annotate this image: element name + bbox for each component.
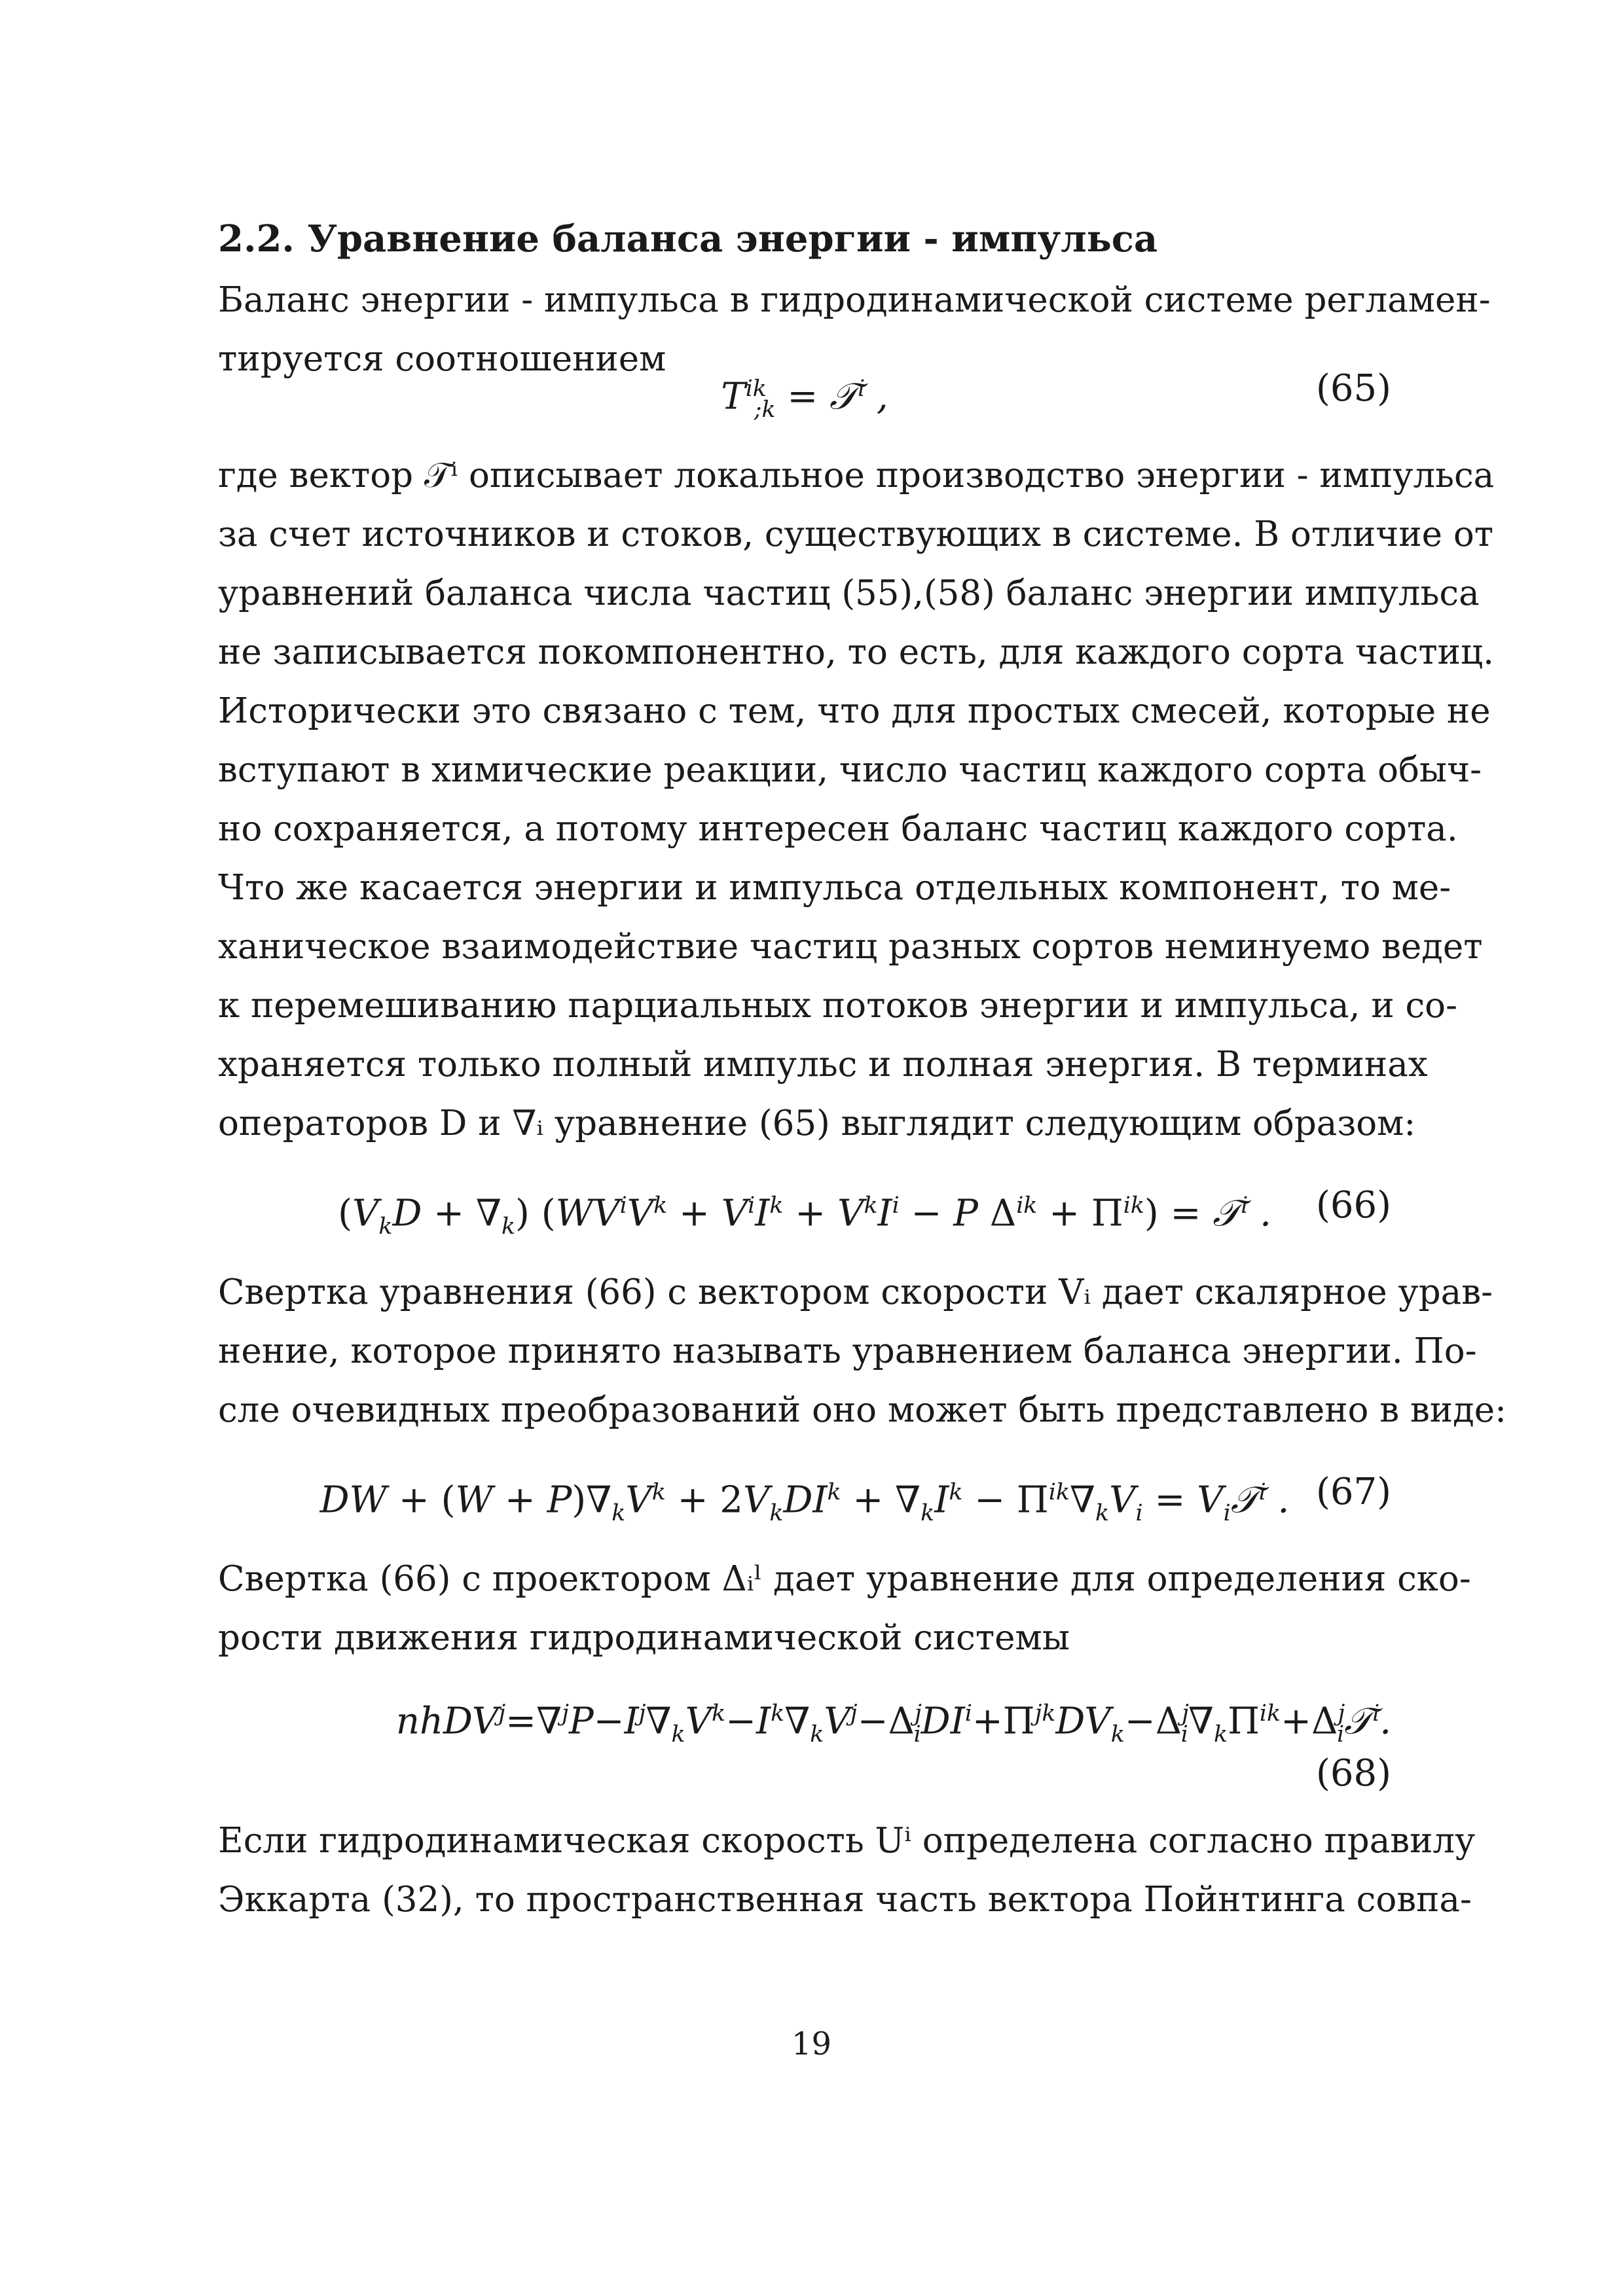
- text-line: вступают в химические реакции, число частиц каждого сорта обыч-: [218, 750, 1482, 790]
- equation-67: [218, 1466, 1391, 1526]
- equation-67-body: DW + $(W + P)\nabla_kV^k + 2V_kDI^k + \nabla_kI^k - \Pi^{ik}\nabla_kV_i$ = $V_i𝒯^i$ .: [319, 1479, 1290, 1526]
- text-line: ханическое взаимодействие частиц разных сортов неминуемо ведет: [218, 927, 1483, 967]
- equation-68-number: (68): [1316, 1752, 1391, 1795]
- text-line: храняется только полный импульс и полная энергия. В терминах: [218, 1045, 1428, 1085]
- text-line: Свертка уравнения (66) с вектором скорости Vᵢ дает скалярное урав-: [218, 1272, 1493, 1312]
- page-number: 19: [791, 2026, 832, 2062]
- equation-65-number: (65): [1316, 367, 1391, 410]
- equation-66-number: (66): [1316, 1184, 1391, 1227]
- page-body: [218, 216, 1506, 1929]
- paragraph-5: [218, 1812, 1476, 1929]
- text-line: Исторически это связано с тем, что для простых смесей, которые не: [218, 691, 1491, 731]
- text-line: рости движения гидродинамической системы: [218, 1618, 1070, 1658]
- text-line: Свертка (66) с проектором Δᵢˡ дает уравнение для определения ско-: [218, 1559, 1471, 1599]
- equation-66: [218, 1179, 1391, 1240]
- text-line: Если гидродинамическая скорость Uⁱ определена согласно правилу: [218, 1821, 1476, 1861]
- section-heading: [218, 216, 1391, 262]
- text-line: уравнений баланса числа частиц (55),(58) баланс энергии импульса: [218, 573, 1480, 613]
- equation-67-number: (67): [1316, 1471, 1391, 1513]
- text-line: не записывается покомпонентно, то есть, для каждого сорта частиц.: [218, 632, 1494, 672]
- equation-68-body: $nhDV^j=\nabla^jP-I^j\nabla_kV^k-I^k\nabla_kV^j-\Delta^j_iDI^i+\Pi^{jk}DV_k-\Delta^j_i\nabla_k\Pi^{ik}+\Delta^j_i𝒯^i$.: [395, 1700, 1391, 1748]
- section-title: Уравнение баланса энергии - импульса: [307, 217, 1158, 260]
- text-line: где вектор 𝒯ⁱ описывает локальное производство энергии - импульса: [218, 456, 1495, 495]
- section-number: 2.2.: [218, 217, 295, 260]
- text-line: за счет источников и стоков, существующих в системе. В отличие от: [218, 514, 1494, 554]
- text-line: тируется соотношением: [218, 339, 666, 379]
- paragraph-3: [218, 1263, 1506, 1440]
- paragraph-4: [218, 1550, 1471, 1668]
- equation-65-body: $T^{ik}_{;k}$ = 𝒯$^i$ ,: [721, 375, 888, 423]
- text-line: Эккарта (32), то пространственная часть вектора Пойнтинга совпа-: [218, 1880, 1472, 1920]
- paragraph-2: [218, 446, 1495, 1153]
- equation-66-body: $(V_kD + \nabla_k) (WV^iV^k + V^iI^k + V^kI^i - P$ $\Delta^{ik} + \Pi^{ik}$) = 𝒯$^i$ .: [338, 1192, 1271, 1240]
- equation-68: [218, 1687, 1391, 1799]
- text-line: к перемешиванию парциальных потоков энергии и импульса, и со-: [218, 986, 1457, 1026]
- text-line: нение, которое принято называть уравнением баланса энергии. По-: [218, 1331, 1477, 1371]
- text-line: но сохраняется, а потому интересен баланс частиц каждого сорта.: [218, 809, 1458, 849]
- text-line: Баланс энергии - импульса в гидродинамической системе регламен-: [218, 280, 1491, 320]
- text-line: операторов D и ∇ᵢ уравнение (65) выглядит следующим образом:: [218, 1103, 1416, 1143]
- text-line: Что же касается энергии и импульса отдельных компонент, то ме-: [218, 868, 1451, 908]
- text-line: сле очевидных преобразований оно может быть представлено в виде:: [218, 1390, 1506, 1430]
- equation-65: [218, 363, 1391, 423]
